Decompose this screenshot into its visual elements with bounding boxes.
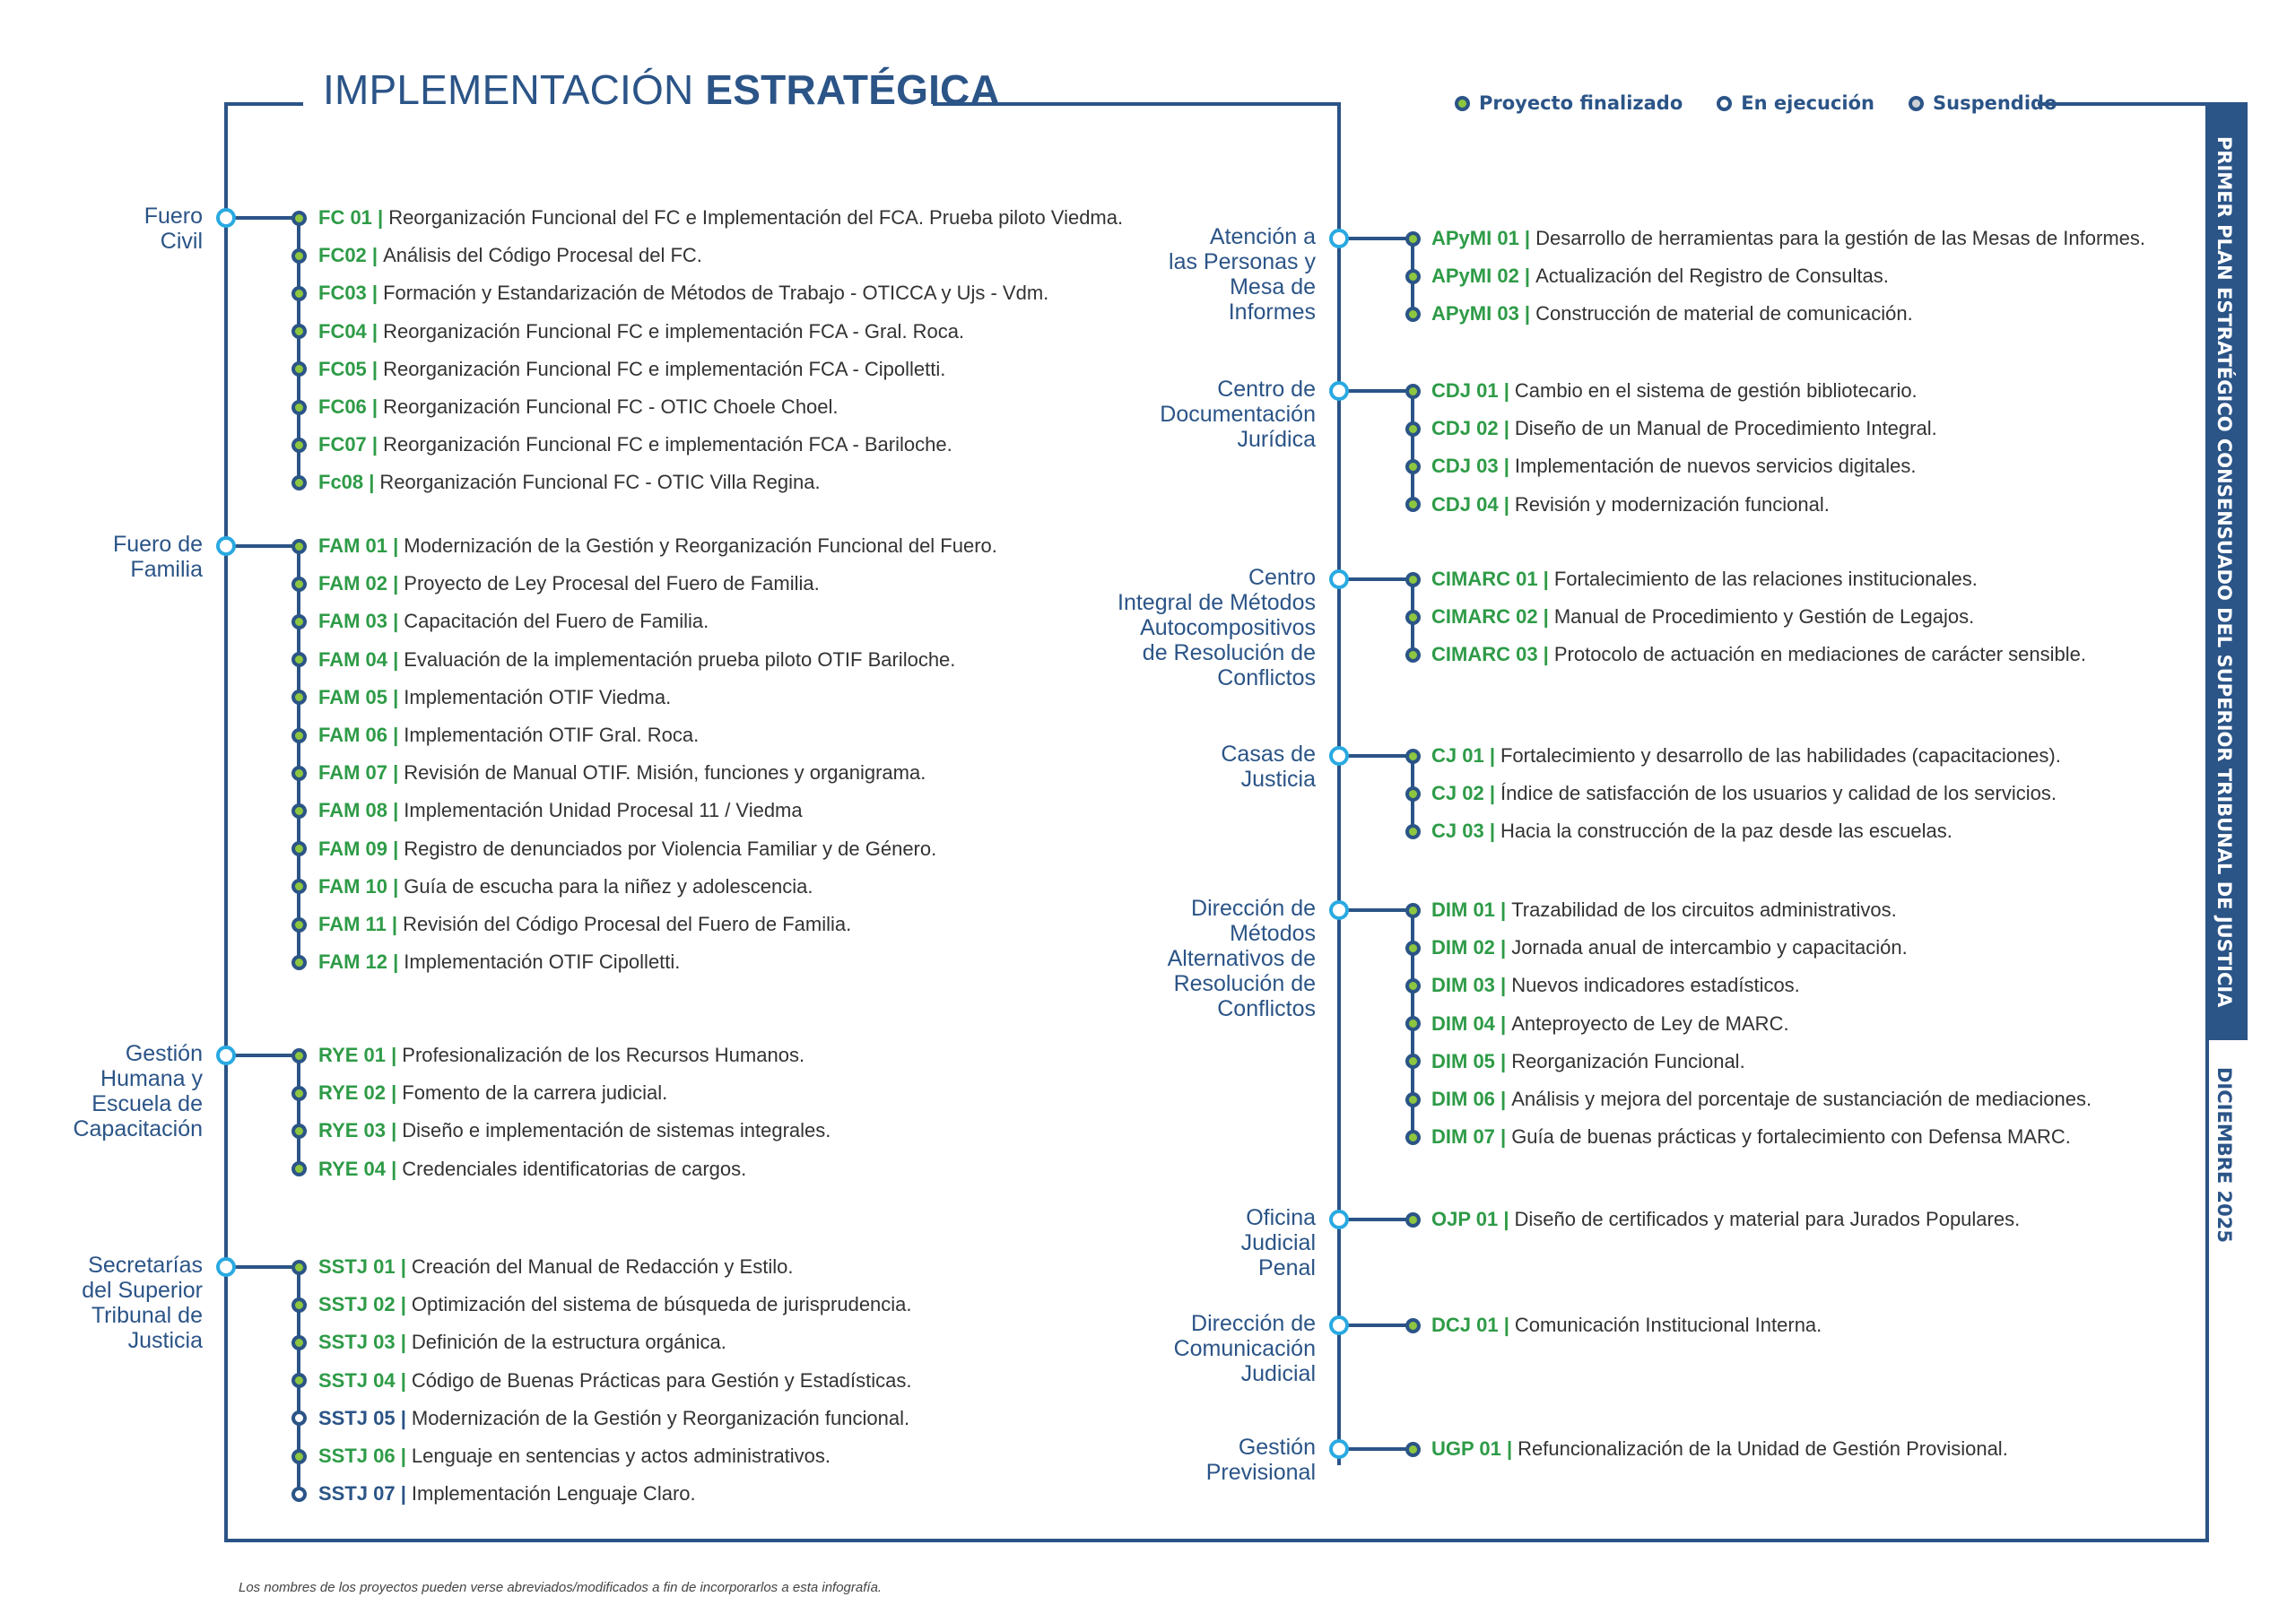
project-code: FC04 | bbox=[318, 319, 378, 343]
project-item bbox=[318, 647, 955, 673]
project-item bbox=[1431, 1206, 2020, 1233]
project-name: Actualización del Registro de Consultas. bbox=[1535, 265, 1889, 288]
project-name: Construcción de material de comunicación. bbox=[1535, 302, 1913, 325]
project-code: RYE 03 | bbox=[318, 1119, 397, 1142]
project-item bbox=[318, 1042, 804, 1069]
status-finalizado-icon bbox=[291, 1260, 307, 1275]
category-node-icon bbox=[216, 208, 236, 228]
category-branch-line bbox=[1339, 389, 1413, 393]
project-item bbox=[1431, 1124, 2071, 1150]
project-item bbox=[1431, 1048, 1745, 1075]
project-item bbox=[318, 1443, 831, 1470]
status-finalizado-icon bbox=[291, 1449, 307, 1464]
category-label: Dirección de Métodos Alternativos de Resolución de Conflictos bbox=[1167, 896, 1316, 1021]
project-code: OJP 01 | bbox=[1431, 1208, 1509, 1230]
project-code: DIM 04 | bbox=[1431, 1011, 1507, 1035]
category-label: Secretarías del Superior Tribunal de Justicia bbox=[82, 1253, 203, 1353]
project-item bbox=[318, 570, 820, 597]
project-item bbox=[1431, 780, 2057, 807]
category-node-icon bbox=[1329, 1315, 1349, 1335]
project-name: Comunicación Institucional Interna. bbox=[1514, 1314, 1822, 1336]
project-name: Fortalecimiento de las relaciones institucionales. bbox=[1553, 568, 1978, 590]
status-finalizado-icon bbox=[1405, 459, 1421, 474]
category-label: Fuero Civil bbox=[144, 204, 203, 254]
project-name: Fortalecimiento y desarrollo de las habilidades (capacitaciones). bbox=[1500, 744, 2061, 767]
project-name: Evaluación de la implementación prueba piloto OTIF Bariloche. bbox=[404, 647, 956, 671]
status-finalizado-icon bbox=[1405, 384, 1421, 399]
project-item bbox=[1431, 1086, 2092, 1113]
project-name: Reorganización Funcional del FC e Implementación del FCA. Prueba piloto Viedma. bbox=[388, 206, 1124, 229]
project-code: APyMI 01 | bbox=[1431, 227, 1531, 249]
status-finalizado-icon bbox=[1405, 1016, 1421, 1031]
category-label: Gestión Previsional bbox=[1205, 1435, 1316, 1485]
project-name: Índice de satisfacción de los usuarios y calidad de los servicios. bbox=[1500, 782, 2057, 805]
project-code: APyMI 03 | bbox=[1431, 302, 1531, 325]
project-name: Revisión de Manual OTIF. Misión, funciones y organigrama. bbox=[404, 761, 926, 785]
status-finalizado-icon bbox=[1405, 1130, 1421, 1145]
project-item bbox=[1431, 818, 1952, 845]
status-finalizado-icon bbox=[291, 841, 307, 856]
project-name: Manual de Procedimiento y Gestión de Legajos. bbox=[1553, 605, 1975, 629]
project-item bbox=[318, 1117, 831, 1144]
status-finalizado-icon bbox=[1405, 610, 1421, 625]
status-finalizado-icon bbox=[1405, 824, 1421, 839]
project-item bbox=[318, 836, 936, 863]
status-finalizado-icon bbox=[291, 917, 307, 933]
project-name: Fomento de la carrera judicial. bbox=[402, 1081, 668, 1105]
status-finalizado-icon bbox=[1405, 421, 1421, 437]
status-finalizado-icon bbox=[291, 766, 307, 781]
project-name: Revisión y modernización funcional. bbox=[1514, 492, 1830, 516]
project-code: FAM 09 | bbox=[318, 837, 399, 860]
project-name: Implementación Lenguaje Claro. bbox=[411, 1482, 696, 1506]
project-item bbox=[318, 1480, 696, 1507]
project-item bbox=[318, 608, 709, 635]
project-item bbox=[318, 394, 839, 421]
project-name: Reorganización Funcional FC e implementación FCA - Cipolletti. bbox=[383, 357, 946, 380]
project-name: Hacia la construcción de la paz desde las escuelas. bbox=[1500, 820, 1952, 843]
suspended-status-icon bbox=[1909, 96, 1924, 111]
project-item bbox=[318, 1156, 746, 1183]
project-item bbox=[1431, 566, 1978, 593]
project-name: Jornada anual de intercambio y capacitación. bbox=[1511, 936, 1908, 959]
project-item bbox=[1431, 897, 1897, 924]
project-code: FC05 | bbox=[318, 357, 378, 380]
project-name: Reorganización Funcional FC - OTIC Choele Choel. bbox=[383, 395, 839, 418]
project-code: SSTJ 05 | bbox=[318, 1406, 406, 1429]
category-branch-line bbox=[1339, 1447, 1413, 1451]
project-code: SSTJ 03 | bbox=[318, 1331, 406, 1354]
project-item bbox=[1431, 453, 1916, 480]
project-name: Desarrollo de herramientas para la gestión de las Mesas de Informes. bbox=[1535, 227, 2145, 249]
project-code: FAM 12 | bbox=[318, 950, 399, 974]
page-title bbox=[323, 65, 1000, 115]
items-connector-line bbox=[297, 546, 300, 962]
status-finalizado-icon bbox=[291, 1124, 307, 1139]
legend-item-suspendido bbox=[1909, 92, 2057, 114]
status-finalizado-icon bbox=[291, 539, 307, 554]
project-code: UGP 01 | bbox=[1431, 1437, 1513, 1460]
title-bold: ESTRATÉGICA bbox=[705, 66, 1000, 113]
project-item bbox=[318, 431, 952, 458]
project-code: FAM 03 | bbox=[318, 610, 399, 633]
project-code: APyMI 02 | bbox=[1431, 265, 1531, 288]
status-finalizado-icon bbox=[291, 879, 307, 894]
project-code: CJ 01 | bbox=[1431, 744, 1495, 767]
status-finalizado-icon bbox=[291, 475, 307, 490]
legend-label: En ejecución bbox=[1741, 92, 1874, 114]
project-name: Modernización de la Gestión y Reorganización funcional. bbox=[411, 1406, 910, 1429]
project-name: Diseño de un Manual de Procedimiento Integral. bbox=[1514, 417, 1937, 440]
status-finalizado-icon bbox=[291, 652, 307, 667]
project-code: SSTJ 07 | bbox=[318, 1482, 406, 1506]
status-finalizado-icon bbox=[291, 248, 307, 264]
status-finalizado-icon bbox=[291, 1161, 307, 1176]
legend-item-finalizado bbox=[1455, 92, 1683, 114]
project-item bbox=[318, 242, 702, 269]
project-code: DIM 05 | bbox=[1431, 1049, 1507, 1072]
footnote: Los nombres de los proyectos pueden verse abreviados/modificados a fin de incorporarlos a esta infografía. bbox=[239, 1580, 883, 1595]
category-node-icon bbox=[216, 1257, 236, 1277]
category-node-icon bbox=[1329, 746, 1349, 766]
project-code: FAM 05 | bbox=[318, 685, 399, 708]
plan-banner-text: PRIMER PLAN ESTRATÉGICO CONSENSUADO DEL SUPERIOR TRIBUNAL DE JUSTICIA bbox=[2213, 136, 2235, 1008]
category-node-icon bbox=[1329, 1210, 1349, 1229]
project-code: FAM 08 | bbox=[318, 799, 399, 822]
status-finalizado-icon bbox=[1405, 941, 1421, 956]
project-name: Implementación OTIF Cipolletti. bbox=[404, 950, 681, 974]
project-item bbox=[1431, 934, 1908, 961]
category-branch-line bbox=[1339, 1218, 1413, 1221]
status-ejecucion-icon bbox=[291, 1410, 307, 1426]
status-finalizado-icon bbox=[1405, 307, 1421, 322]
category-branch-line bbox=[1339, 1324, 1413, 1327]
project-item bbox=[318, 1254, 793, 1280]
status-finalizado-icon bbox=[1405, 1442, 1421, 1457]
status-finalizado-icon bbox=[291, 1086, 307, 1101]
project-name: Trazabilidad de los circuitos administrativos. bbox=[1511, 898, 1897, 921]
project-item bbox=[1431, 641, 2086, 668]
items-connector-line bbox=[297, 1055, 300, 1169]
project-item bbox=[1431, 1011, 1789, 1037]
project-name: Creación del Manual de Redacción y Estilo. bbox=[411, 1255, 794, 1278]
category-node-icon bbox=[1329, 900, 1349, 920]
category-branch-line bbox=[226, 1265, 299, 1269]
project-name: Lenguaje en sentencias y actos administrativos. bbox=[411, 1445, 831, 1467]
frame-right-trunk bbox=[1337, 102, 1341, 1465]
status-finalizado-icon bbox=[291, 690, 307, 705]
project-item bbox=[1431, 742, 2061, 769]
date-label: DICIEMBRE 2025 bbox=[2213, 1067, 2235, 1243]
category-node-icon bbox=[1329, 381, 1349, 401]
category-branch-line bbox=[226, 216, 299, 220]
project-code: FAM 07 | bbox=[318, 761, 399, 785]
project-code: SSTJ 06 | bbox=[318, 1445, 406, 1467]
status-finalizado-icon bbox=[1405, 572, 1421, 587]
project-item bbox=[1431, 378, 1918, 404]
project-item bbox=[318, 1405, 909, 1432]
project-name: Optimización del sistema de búsqueda de jurisprudencia. bbox=[411, 1293, 912, 1316]
project-name: Credenciales identificatorias de cargos. bbox=[402, 1157, 747, 1180]
status-finalizado-icon bbox=[1405, 1054, 1421, 1069]
project-name: Análisis del Código Procesal del FC. bbox=[383, 244, 702, 267]
project-name: Revisión del Código Procesal del Fuero de Familia. bbox=[403, 913, 852, 935]
status-finalizado-icon bbox=[291, 361, 307, 377]
project-name: Implementación OTIF Gral. Roca. bbox=[404, 724, 700, 746]
status-finalizado-icon bbox=[291, 400, 307, 415]
category-node-icon bbox=[216, 1046, 236, 1065]
project-code: FC02 | bbox=[318, 244, 378, 267]
project-code: CDJ 01 | bbox=[1431, 379, 1509, 402]
project-code: FAM 02 | bbox=[318, 572, 399, 595]
project-code: CDJ 02 | bbox=[1431, 417, 1509, 440]
status-finalizado-icon bbox=[1405, 269, 1421, 284]
project-item bbox=[318, 1291, 912, 1318]
project-name: Implementación Unidad Procesal 11 / Viedma bbox=[404, 799, 803, 822]
project-code: CIMARC 02 | bbox=[1431, 605, 1549, 629]
in-progress-status-icon bbox=[1717, 96, 1732, 111]
legend bbox=[1455, 90, 2092, 117]
project-item bbox=[1431, 603, 1974, 630]
project-name: Protocolo de actuación en mediaciones de carácter sensible. bbox=[1553, 643, 2086, 666]
category-branch-line bbox=[226, 1054, 299, 1057]
project-code: FC03 | bbox=[318, 282, 378, 305]
project-code: SSTJ 02 | bbox=[318, 1293, 406, 1316]
project-name: Capacitación del Fuero de Familia. bbox=[404, 610, 709, 633]
project-code: DIM 06 | bbox=[1431, 1088, 1507, 1110]
status-finalizado-icon bbox=[291, 1373, 307, 1388]
project-code: Fc08 | bbox=[318, 471, 375, 494]
project-code: DIM 07 | bbox=[1431, 1125, 1507, 1149]
project-code: SSTJ 04 | bbox=[318, 1368, 406, 1392]
project-code: FAM 04 | bbox=[318, 647, 399, 671]
project-code: DCJ 01 | bbox=[1431, 1314, 1509, 1336]
project-item bbox=[318, 1080, 667, 1107]
status-finalizado-icon bbox=[291, 728, 307, 743]
status-finalizado-icon bbox=[1405, 749, 1421, 764]
status-finalizado-icon bbox=[291, 614, 307, 629]
status-ejecucion-icon bbox=[291, 1487, 307, 1502]
project-item bbox=[318, 204, 1123, 231]
project-code: DIM 03 | bbox=[1431, 974, 1507, 997]
status-finalizado-icon bbox=[291, 1298, 307, 1313]
project-item bbox=[1431, 415, 1937, 442]
project-name: Implementación de nuevos servicios digitales. bbox=[1514, 455, 1917, 478]
project-name: Nuevos indicadores estadísticos. bbox=[1511, 974, 1800, 997]
project-item bbox=[318, 356, 945, 383]
project-code: SSTJ 01 | bbox=[318, 1255, 406, 1278]
project-code: FC 01 | bbox=[318, 206, 384, 229]
category-label: Dirección de Comunicación Judicial bbox=[1173, 1311, 1316, 1386]
project-code: FC07 | bbox=[318, 433, 378, 456]
project-code: CIMARC 01 | bbox=[1431, 568, 1549, 590]
project-code: RYE 02 | bbox=[318, 1081, 397, 1105]
project-item bbox=[1431, 1312, 1822, 1339]
project-name: Reorganización Funcional FC e implementación FCA - Gral. Roca. bbox=[383, 319, 965, 343]
project-name: Guía de escucha para la niñez y adolescencia. bbox=[404, 874, 813, 898]
legend-label: Suspendido bbox=[1933, 92, 2057, 114]
project-item bbox=[1431, 263, 1889, 290]
status-finalizado-icon bbox=[291, 1048, 307, 1063]
project-item bbox=[1431, 491, 1830, 518]
project-name: Código de Buenas Prácticas para Gestión y Estadísticas. bbox=[411, 1368, 912, 1392]
project-item bbox=[318, 318, 964, 345]
category-node-icon bbox=[1329, 229, 1349, 248]
project-name: Modernización de la Gestión y Reorganización Funcional del Fuero. bbox=[404, 534, 997, 557]
project-name: Reorganización Funcional FC - OTIC Villa Regina. bbox=[379, 471, 821, 494]
project-item bbox=[318, 873, 813, 900]
project-item bbox=[318, 797, 803, 824]
project-code: FAM 11 | bbox=[318, 913, 398, 935]
status-finalizado-icon bbox=[1405, 231, 1421, 247]
project-name: Proyecto de Ley Procesal del Fuero de Familia. bbox=[404, 572, 820, 595]
project-code: CJ 03 | bbox=[1431, 820, 1495, 843]
project-item bbox=[1431, 300, 1913, 327]
category-node-icon bbox=[216, 536, 236, 556]
project-name: Cambio en el sistema de gestión bibliotecario. bbox=[1514, 379, 1918, 402]
project-item bbox=[318, 469, 821, 496]
status-finalizado-icon bbox=[1405, 1318, 1421, 1333]
status-finalizado-icon bbox=[291, 1335, 307, 1350]
status-finalizado-icon bbox=[291, 324, 307, 339]
project-item bbox=[318, 911, 851, 938]
project-item bbox=[318, 684, 671, 711]
project-name: Formación y Estandarización de Métodos de Trabajo - OTICCA y Ujs - Vdm. bbox=[383, 282, 1049, 305]
frame-bottom bbox=[224, 1539, 2209, 1542]
project-name: Definición de la estructura orgánica. bbox=[411, 1331, 726, 1354]
project-name: Reorganización Funcional FC e implementación FCA - Bariloche. bbox=[383, 433, 952, 456]
project-name: Análisis y mejora del porcentaje de sustanciación de mediaciones. bbox=[1511, 1088, 2092, 1110]
project-code: FC06 | bbox=[318, 395, 378, 418]
project-code: RYE 04 | bbox=[318, 1157, 397, 1180]
category-branch-line bbox=[1339, 908, 1413, 912]
project-name: Registro de denunciados por Violencia Familiar y de Género. bbox=[404, 837, 937, 860]
project-item bbox=[1431, 972, 1800, 999]
project-item bbox=[318, 1329, 726, 1356]
frame-top-left-segment bbox=[226, 102, 303, 106]
project-item bbox=[318, 759, 926, 786]
status-finalizado-icon bbox=[291, 286, 307, 301]
project-code: DIM 01 | bbox=[1431, 898, 1507, 921]
project-item bbox=[318, 533, 997, 560]
category-label: Centro de Documentación Jurídica bbox=[1160, 377, 1316, 452]
status-finalizado-icon bbox=[1405, 786, 1421, 802]
status-finalizado-icon bbox=[1405, 497, 1421, 512]
category-branch-line bbox=[1339, 237, 1413, 240]
legend-label: Proyecto finalizado bbox=[1479, 92, 1683, 114]
project-name: Implementación OTIF Viedma. bbox=[404, 685, 672, 708]
project-code: FAM 10 | bbox=[318, 874, 399, 898]
project-item bbox=[1431, 1436, 2008, 1462]
category-label: Fuero de Familia bbox=[112, 532, 203, 582]
project-code: CDJ 03 | bbox=[1431, 455, 1509, 478]
project-code: CIMARC 03 | bbox=[1431, 643, 1549, 666]
project-name: Guía de buenas prácticas y fortalecimiento con Defensa MARC. bbox=[1511, 1125, 2071, 1149]
category-branch-line bbox=[1339, 754, 1413, 758]
project-name: Diseño e implementación de sistemas integrales. bbox=[402, 1119, 831, 1142]
project-code: FAM 06 | bbox=[318, 724, 399, 746]
category-node-icon bbox=[1329, 569, 1349, 589]
status-finalizado-icon bbox=[291, 211, 307, 226]
status-finalizado-icon bbox=[291, 955, 307, 970]
category-branch-line bbox=[226, 544, 299, 548]
status-finalizado-icon bbox=[1405, 1212, 1421, 1228]
status-finalizado-icon bbox=[291, 803, 307, 819]
project-code: CDJ 04 | bbox=[1431, 492, 1509, 516]
status-finalizado-icon bbox=[1405, 903, 1421, 918]
title-light: IMPLEMENTACIÓN bbox=[323, 66, 706, 113]
status-finalizado-icon bbox=[291, 438, 307, 453]
status-finalizado-icon bbox=[291, 577, 307, 592]
project-code: CJ 02 | bbox=[1431, 782, 1495, 805]
project-item bbox=[318, 722, 699, 749]
project-item bbox=[318, 949, 680, 976]
project-item bbox=[318, 280, 1048, 307]
project-name: Profesionalización de los Recursos Humanos. bbox=[402, 1044, 805, 1066]
project-code: DIM 02 | bbox=[1431, 936, 1507, 959]
project-name: Refuncionalización de la Unidad de Gestión Provisional. bbox=[1518, 1437, 2008, 1460]
project-name: Anteproyecto de Ley de MARC. bbox=[1511, 1011, 1789, 1035]
category-label: Atención a las Personas y Mesa de Informes bbox=[1169, 224, 1316, 325]
project-name: Reorganización Funcional. bbox=[1511, 1049, 1745, 1072]
status-finalizado-icon bbox=[1405, 1092, 1421, 1107]
category-label: Centro Integral de Métodos Autocompositivos de Resolución de Conflictos bbox=[1118, 565, 1316, 690]
project-name: Diseño de certificados y material para Jurados Populares. bbox=[1514, 1208, 2021, 1230]
category-node-icon bbox=[1329, 1439, 1349, 1459]
legend-item-ejecucion bbox=[1717, 92, 1874, 114]
category-branch-line bbox=[1339, 577, 1413, 581]
finished-status-icon bbox=[1455, 96, 1470, 111]
status-finalizado-icon bbox=[1405, 647, 1421, 663]
status-finalizado-icon bbox=[1405, 978, 1421, 994]
project-code: RYE 01 | bbox=[318, 1044, 397, 1066]
project-code: FAM 01 | bbox=[318, 534, 399, 557]
category-label: Gestión Humana y Escuela de Capacitación bbox=[73, 1041, 203, 1141]
project-item bbox=[318, 1367, 912, 1394]
items-connector-line bbox=[1411, 391, 1414, 505]
frame-left-trunk bbox=[224, 102, 228, 1542]
category-label: Casas de Justicia bbox=[1221, 742, 1316, 792]
project-item bbox=[1431, 225, 2145, 252]
category-label: Oficina Judicial Penal bbox=[1240, 1205, 1316, 1280]
